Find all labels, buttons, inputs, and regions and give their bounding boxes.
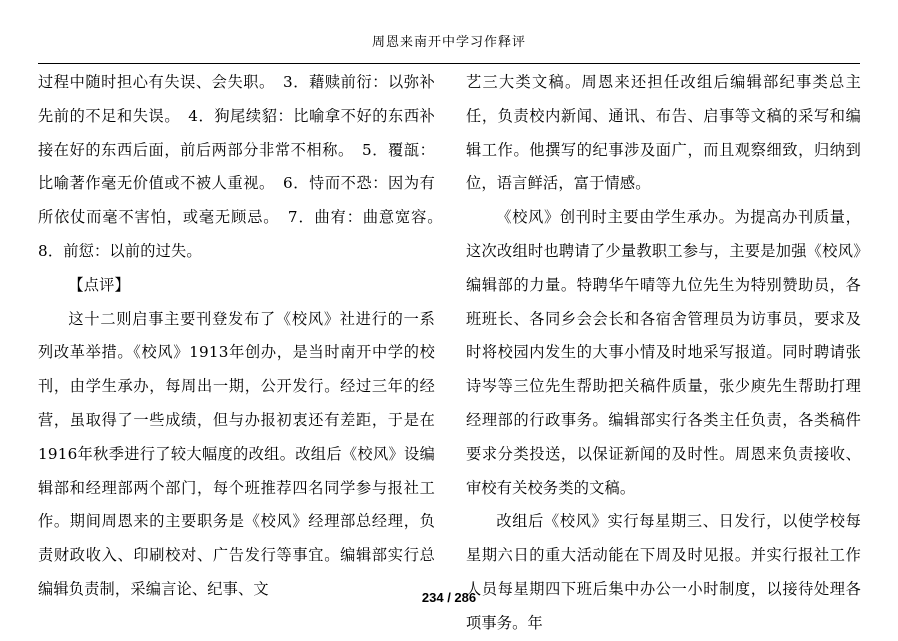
running-header: 周恩来南开中学习作释评 [371,35,526,50]
header-divider [38,63,860,64]
body-paragraph-3: 改组后《校风》实行每星期三、日发行，以使学校每星期六日的重大活动能在下周及时见报。并实行报社工作人员每星期四下班后集中办公一小时制度，以接待处理各项事务。年 [466,512,861,632]
right-column [466,66,861,641]
page-number-indicator: 234 / 286 [421,590,477,605]
commentary-paragraph: 这十二则启事主要刊登发布了《校风》社进行的一系列改革举措。《校风》1913年创办，是当时南开中学的校刊，由学生承办，每周出一期，公开发行。经过三年的经营，虽取得了一些成绩，但与办报初衷还有差距，于是在1916年秋季进行了较大幅度的改组。改组后《校风》设编辑部和经理部两个部门，每个班推荐四名同学参与报社工作。期间周恩来的主要职务是《校风》经理部总经理，负责财政收入、印刷校对、广告发行等事宜。编辑部实行总编辑负责制，采编言论、纪事、文 [38,309,435,598]
section-heading: 【点评】 [68,275,130,294]
body-paragraph-2: 《校风》创刊时主要由学生承办。为提高办刊质量，这次改组时也聘请了少量教职工参与，主要是加强《校风》编辑部的力量。特聘华午晴等九位先生为特别赞助员，各班班长、各同乡会会长和各宿舍管理员为访事员，要求及时将校园内发生的大事小情及时地采写报道。同时聘请张诗岑等三位先生帮助把关稿件质量，张少庾先生帮助打理经理部的行政事务。编辑部实行各类主任负责，各类稿件要求分类投送，以保证新闻的及时性。周恩来负责接收、审校有关校务类的文稿。 [466,208,861,497]
notes-paragraph: 过程中随时担心有失误、会失职。 3．藉赎前衍：以弥补先前的不足和失误。 4．狗尾续貂：比喻拿不好的东西补接在好的东西后面，前后两部分非常不相称。 5．覆瓿：比喻著作毫无价值或不被人重视。 6．恃而不恐：因为有所依仗而毫不害怕，或毫无顾忌。 7．曲宥：曲意宽容。 8．前愆：以前的过失。 [38,73,451,260]
continuation-paragraph: 艺三大类文稿。周恩来还担任改组后编辑部纪事类总主任，负责校内新闻、通讯、布告、启事等文稿的采写和编辑工作。他撰写的纪事涉及面广，而且观察细致，归纳到位，语言鲜活，富于情感。 [466,73,861,193]
